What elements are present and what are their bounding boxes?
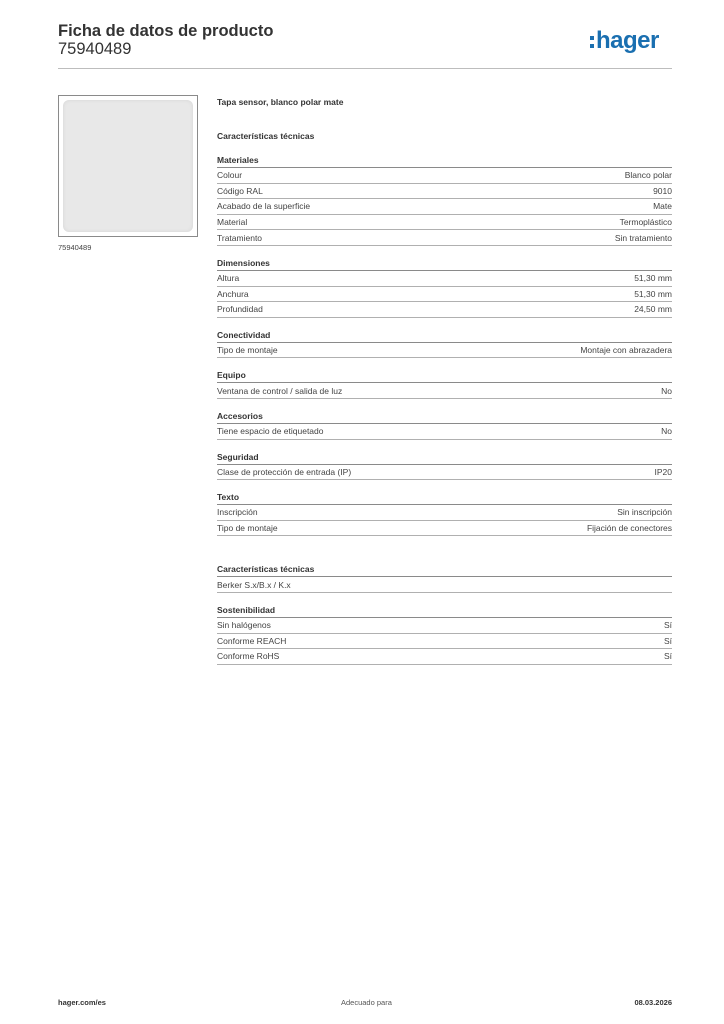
section-title: Dimensiones xyxy=(217,256,672,271)
spec-value: Sí xyxy=(663,651,672,662)
spec-row xyxy=(217,634,672,650)
spec-section xyxy=(217,328,672,359)
spec-section xyxy=(217,368,672,399)
section-title: Sostenibilidad xyxy=(217,603,672,618)
product-image xyxy=(58,95,198,237)
spec-value: No xyxy=(661,426,672,437)
spec-section xyxy=(217,450,672,481)
spec-label: Conforme RoHS xyxy=(217,651,280,662)
spec-label: Tipo de montaje xyxy=(217,523,278,534)
header-divider xyxy=(58,68,672,69)
section-title: Texto xyxy=(217,490,672,505)
sensor-cover-tile xyxy=(63,100,193,232)
section-title: Seguridad xyxy=(217,450,672,465)
spec-row xyxy=(217,343,672,359)
spec-value: Termoplástico xyxy=(619,217,672,228)
spec-value: IP20 xyxy=(654,466,672,477)
spec-value: 9010 xyxy=(653,185,672,196)
spec-section xyxy=(217,603,672,665)
spec-label: Tratamiento xyxy=(217,232,263,243)
spec-row xyxy=(217,184,672,200)
logo-dots-icon xyxy=(590,36,594,52)
spec-label: Material xyxy=(217,217,248,228)
spec-content xyxy=(217,95,672,665)
logo-text: hager xyxy=(596,27,659,54)
spec-section xyxy=(217,256,672,318)
spec-sections-secondary xyxy=(217,562,672,664)
hager-logo xyxy=(590,28,659,58)
spec-section xyxy=(217,562,672,593)
spec-label: Berker S.x/B.x / K.x xyxy=(217,579,291,590)
technical-characteristics-heading: Características técnicas xyxy=(217,131,315,141)
spec-value: Sin tratamiento xyxy=(614,232,672,243)
spec-row xyxy=(217,424,672,440)
spec-label: Clase de protección de entrada (IP) xyxy=(217,466,352,477)
product-image-caption: 75940489 xyxy=(58,243,92,252)
spec-value: Blanco polar xyxy=(624,170,672,181)
spec-row xyxy=(217,577,672,593)
product-name: Tapa sensor, blanco polar mate xyxy=(217,97,344,107)
spec-label: Altura xyxy=(217,273,240,284)
spec-label: Código RAL xyxy=(217,185,263,196)
spec-section xyxy=(217,490,672,536)
spec-row xyxy=(217,215,672,231)
spec-row xyxy=(217,287,672,303)
spec-row xyxy=(217,302,672,318)
footer-suitable-for: Adecuado para xyxy=(341,998,392,1007)
spec-row xyxy=(217,505,672,521)
section-title: Conectividad xyxy=(217,328,672,343)
spec-value: Mate xyxy=(653,201,672,212)
spec-row xyxy=(217,230,672,246)
spec-row xyxy=(217,199,672,215)
spec-row xyxy=(217,649,672,665)
spec-row xyxy=(217,168,672,184)
spec-value: 24,50 mm xyxy=(634,304,672,315)
section-spacer xyxy=(217,536,672,552)
spec-row xyxy=(217,383,672,399)
spec-value: Montaje con abrazadera xyxy=(580,345,672,356)
spec-section xyxy=(217,409,672,440)
spec-label: Conforme REACH xyxy=(217,635,287,646)
section-title: Características técnicas xyxy=(217,562,672,577)
footer-website: hager.com/es xyxy=(58,998,106,1007)
spec-row xyxy=(217,521,672,537)
spec-label: Sin halógenos xyxy=(217,620,271,631)
spec-label: Acabado de la superficie xyxy=(217,201,311,212)
footer-date: 08.03.2026 xyxy=(634,998,672,1007)
spec-section xyxy=(217,153,672,246)
document-code: 75940489 xyxy=(58,40,132,58)
spec-label: Profundidad xyxy=(217,304,263,315)
spec-label: Tipo de montaje xyxy=(217,345,278,356)
spec-label: Inscripción xyxy=(217,507,258,518)
spec-row xyxy=(217,618,672,634)
spec-row xyxy=(217,271,672,287)
spec-sections xyxy=(217,153,672,536)
spec-row xyxy=(217,465,672,481)
spec-value: Fijación de conectores xyxy=(586,523,672,534)
spec-value: Sin inscripción xyxy=(617,507,672,518)
section-title: Materiales xyxy=(217,153,672,168)
section-title: Equipo xyxy=(217,368,672,383)
spec-value: 51,30 mm xyxy=(634,288,672,299)
spec-value: No xyxy=(661,385,672,396)
document-title: Ficha de datos de producto xyxy=(58,22,274,40)
spec-label: Anchura xyxy=(217,288,249,299)
spec-value: Sí xyxy=(663,620,672,631)
spec-value: Sí xyxy=(663,635,672,646)
section-title: Accesorios xyxy=(217,409,672,424)
spec-label: Tiene espacio de etiquetado xyxy=(217,426,324,437)
spec-value: 51,30 mm xyxy=(634,273,672,284)
spec-label: Ventana de control / salida de luz xyxy=(217,385,343,396)
spec-label: Colour xyxy=(217,170,243,181)
